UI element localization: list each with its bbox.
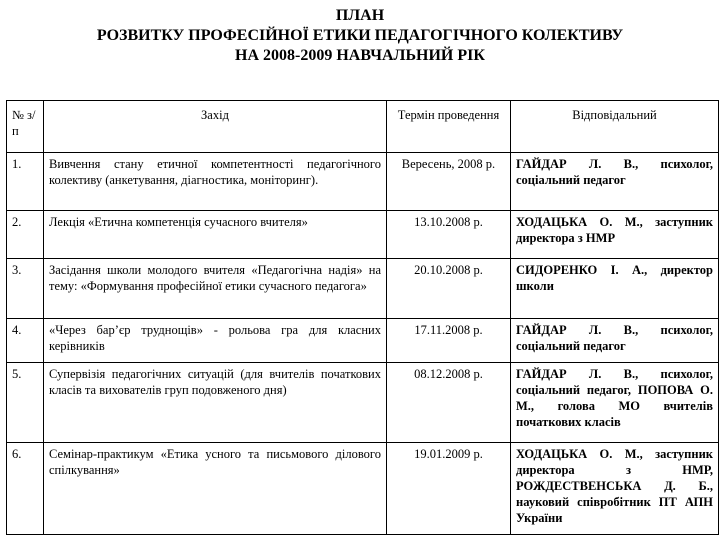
plan-table — [6, 100, 719, 535]
row-term: 17.11.2008 р. — [387, 319, 511, 363]
row-responsible: ХОДАЦЬКА О. М., заступник директора з НМР — [511, 211, 719, 259]
header-responsible: Відповідальний — [511, 101, 719, 153]
row-term: 20.10.2008 р. — [387, 259, 511, 319]
row-event: Засідання школи молодого вчителя «Педагогічна надія» на тему: «Формування професійної етики сучасного педагога» — [44, 259, 387, 319]
row-num: 6. — [7, 443, 44, 535]
row-event: Вивчення стану етичної компетентності педагогічного колективу (анкетування, діагностика, моніторинг). — [44, 153, 387, 211]
row-responsible: ГАЙДАР Л. В., психолог, соціальний педагог, ПОПОВА О. М., голова МО вчителів початкових класів — [511, 363, 719, 443]
title-line-subject: РОЗВИТКУ ПРОФЕСІЙНОЇ ЕТИКИ ПЕДАГОГІЧНОГО КОЛЕКТИВУ — [96, 27, 624, 44]
table-row — [7, 363, 719, 443]
row-num: 2. — [7, 211, 44, 259]
row-num: 4. — [7, 319, 44, 363]
table-row — [7, 443, 719, 535]
row-term: 08.12.2008 р. — [387, 363, 511, 443]
row-term: Вересень, 2008 р. — [387, 153, 511, 211]
title-line-year: НА 2008-2009 НАВЧАЛЬНИЙ РІК — [235, 47, 485, 64]
table-header-row — [7, 101, 719, 153]
row-event: Супервізія педагогічних ситуацій (для вчителів початкових класів та вихователів груп подовженого дня) — [44, 363, 387, 443]
table-row — [7, 259, 719, 319]
table-row — [7, 153, 719, 211]
row-event: «Через бар’єр труднощів» - рольова гра для класних керівників — [44, 319, 387, 363]
header-event: Захід — [44, 101, 387, 153]
row-term: 19.01.2009 р. — [387, 443, 511, 535]
row-num: 1. — [7, 153, 44, 211]
row-responsible: ГАЙДАР Л. В., психолог, соціальний педагог — [511, 153, 719, 211]
row-event: Семінар-практикум «Етика усного та письмового ділового спілкування» — [44, 443, 387, 535]
header-num: № з/п — [7, 101, 44, 153]
row-event: Лекція «Етична компетенція сучасного вчителя» — [44, 211, 387, 259]
title-line-plan: ПЛАН — [335, 7, 385, 24]
row-responsible: ГАЙДАР Л. В., психолог, соціальний педагог — [511, 319, 719, 363]
row-num: 5. — [7, 363, 44, 443]
header-term: Термін проведення — [387, 101, 511, 153]
row-responsible: ХОДАЦЬКА О. М., заступник директора з НМР, РОЖДЕСТВЕНСЬКА Д. Б., науковий співробітник ПТ АПН України — [511, 443, 719, 535]
row-term: 13.10.2008 р. — [387, 211, 511, 259]
table-row — [7, 211, 719, 259]
document-title — [0, 6, 720, 66]
row-responsible: СИДОРЕНКО І. А., директор школи — [511, 259, 719, 319]
table-row — [7, 319, 719, 363]
row-num: 3. — [7, 259, 44, 319]
